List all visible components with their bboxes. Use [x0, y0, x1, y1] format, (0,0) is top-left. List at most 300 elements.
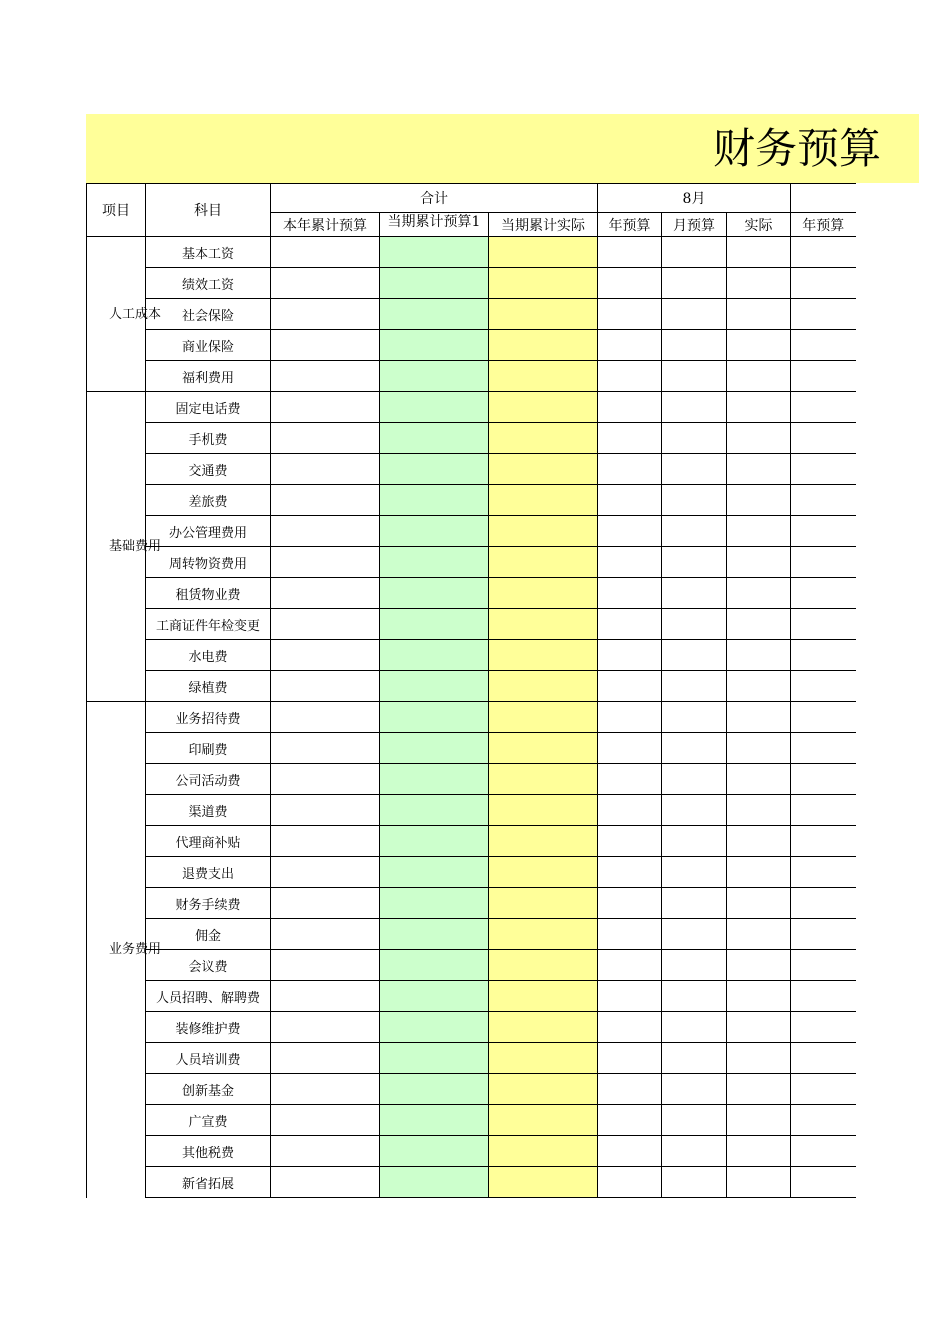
actual-cell[interactable]: [727, 1012, 791, 1043]
period-cum-actual-cell[interactable]: [489, 640, 598, 671]
month-budget-cell[interactable]: [662, 826, 727, 857]
category-label: 业务费用: [109, 942, 162, 958]
year-budget-cell[interactable]: [598, 950, 662, 981]
subject-cell: 印刷费: [146, 733, 271, 764]
year-cum-budget-cell[interactable]: [271, 1012, 380, 1043]
year-budget-cell[interactable]: [598, 888, 662, 919]
subject-cell: 周转物资费用: [146, 547, 271, 578]
year-cum-budget-cell[interactable]: [271, 981, 380, 1012]
subject-cell: 绩效工资: [146, 268, 271, 299]
period-cum-budget-cell[interactable]: [380, 981, 489, 1012]
year-budget-2-cell[interactable]: [791, 888, 856, 919]
table-row: [87, 826, 856, 857]
period-cum-budget-cell[interactable]: [380, 609, 489, 640]
year-budget-cell[interactable]: [598, 826, 662, 857]
year-budget-2-cell[interactable]: [791, 857, 856, 888]
year-budget-cell[interactable]: [598, 764, 662, 795]
period-cum-budget-cell[interactable]: [380, 454, 489, 485]
month-budget-cell[interactable]: [662, 609, 727, 640]
subject-cell: 新省拓展: [146, 1167, 271, 1198]
actual-cell[interactable]: [727, 950, 791, 981]
actual-cell[interactable]: [727, 795, 791, 826]
subject-cell: 绿植费: [146, 671, 271, 702]
month-budget-cell[interactable]: [662, 578, 727, 609]
year-budget-cell[interactable]: [598, 392, 662, 423]
period-cum-budget-cell[interactable]: [380, 392, 489, 423]
month-budget-cell[interactable]: [662, 516, 727, 547]
col-year-budget-2: 年预算: [791, 213, 856, 237]
year-budget-2-cell[interactable]: [791, 237, 856, 268]
year-budget-cell[interactable]: [598, 454, 662, 485]
year-budget-cell[interactable]: [598, 919, 662, 950]
year-budget-2-cell[interactable]: [791, 671, 856, 702]
year-cum-budget-cell[interactable]: [271, 826, 380, 857]
period-cum-actual-cell[interactable]: [489, 392, 598, 423]
year-budget-cell[interactable]: [598, 1012, 662, 1043]
actual-cell[interactable]: [727, 454, 791, 485]
year-budget-cell[interactable]: [598, 702, 662, 733]
col-month-budget: 月预算: [662, 213, 727, 237]
period-cum-actual-cell[interactable]: [489, 268, 598, 299]
table-row: [87, 981, 856, 1012]
year-budget-2-cell[interactable]: [791, 826, 856, 857]
actual-cell[interactable]: [727, 702, 791, 733]
table-row: [87, 1074, 856, 1105]
period-cum-budget-cell[interactable]: [380, 1043, 489, 1074]
year-cum-budget-cell[interactable]: [271, 702, 380, 733]
subject-cell: 装修维护费: [146, 1012, 271, 1043]
month-budget-cell[interactable]: [662, 857, 727, 888]
year-budget-2-cell[interactable]: [791, 268, 856, 299]
year-budget-2-cell[interactable]: [791, 392, 856, 423]
year-cum-budget-cell[interactable]: [271, 1105, 380, 1136]
period-cum-actual-cell[interactable]: [489, 516, 598, 547]
period-cum-budget-cell[interactable]: [380, 268, 489, 299]
year-budget-2-cell[interactable]: [791, 361, 856, 392]
subject-cell: 代理商补贴: [146, 826, 271, 857]
period-cum-budget-cell[interactable]: [380, 702, 489, 733]
year-cum-budget-cell[interactable]: [271, 237, 380, 268]
period-cum-actual-cell[interactable]: [489, 1074, 598, 1105]
category-label: 人工成本: [109, 306, 162, 322]
actual-cell[interactable]: [727, 764, 791, 795]
year-cum-budget-cell[interactable]: [271, 547, 380, 578]
header-row-1: [87, 184, 856, 213]
period-cum-actual-cell[interactable]: [489, 981, 598, 1012]
period-cum-actual-cell[interactable]: [489, 609, 598, 640]
month-budget-cell[interactable]: [662, 795, 727, 826]
period-cum-budget-cell[interactable]: [380, 299, 489, 330]
actual-cell[interactable]: [727, 857, 791, 888]
subject-cell: 基本工资: [146, 237, 271, 268]
year-budget-2-cell[interactable]: [791, 578, 856, 609]
year-budget-2-cell[interactable]: [791, 733, 856, 764]
actual-cell[interactable]: [727, 516, 791, 547]
month-budget-cell[interactable]: [662, 423, 727, 454]
period-cum-budget-cell[interactable]: [380, 361, 489, 392]
year-budget-cell[interactable]: [598, 299, 662, 330]
month-budget-cell[interactable]: [662, 299, 727, 330]
table-row: [87, 1012, 856, 1043]
year-budget-cell[interactable]: [598, 578, 662, 609]
year-budget-2-cell[interactable]: [791, 454, 856, 485]
year-budget-2-cell[interactable]: [791, 795, 856, 826]
year-budget-2-cell[interactable]: [791, 919, 856, 950]
col-period-cum-budget: [380, 213, 489, 237]
actual-cell[interactable]: [727, 640, 791, 671]
actual-cell[interactable]: [727, 361, 791, 392]
table-row: [87, 299, 856, 330]
header-month: 8月: [598, 184, 791, 213]
year-budget-cell[interactable]: [598, 1136, 662, 1167]
actual-cell[interactable]: [727, 671, 791, 702]
actual-cell[interactable]: [727, 268, 791, 299]
period-cum-actual-cell[interactable]: [489, 702, 598, 733]
table-row: [87, 764, 856, 795]
actual-cell[interactable]: [727, 1167, 791, 1198]
year-budget-2-cell[interactable]: [791, 1105, 856, 1136]
actual-cell[interactable]: [727, 826, 791, 857]
actual-cell[interactable]: [727, 1043, 791, 1074]
year-budget-cell[interactable]: [598, 516, 662, 547]
table-row: [87, 237, 856, 268]
year-cum-budget-cell[interactable]: [271, 330, 380, 361]
year-cum-budget-cell[interactable]: [271, 423, 380, 454]
table-row: [87, 485, 856, 516]
year-budget-2-cell[interactable]: [791, 981, 856, 1012]
category-cell: [87, 702, 162, 1198]
table-row: [87, 578, 856, 609]
year-budget-2-cell[interactable]: [791, 299, 856, 330]
year-budget-cell[interactable]: [598, 1105, 662, 1136]
sheet-title: 财务预算: [713, 124, 882, 173]
year-budget-cell[interactable]: [598, 733, 662, 764]
budget-table: [86, 183, 856, 1198]
period-cum-budget-cell[interactable]: [380, 423, 489, 454]
year-cum-budget-cell[interactable]: [271, 919, 380, 950]
period-cum-budget-cell[interactable]: [380, 485, 489, 516]
subject-cell: 水电费: [146, 640, 271, 671]
period-cum-actual-cell[interactable]: [489, 330, 598, 361]
month-budget-cell[interactable]: [662, 1167, 727, 1198]
period-cum-budget-cell[interactable]: [380, 547, 489, 578]
period-cum-budget-cell[interactable]: [380, 888, 489, 919]
month-budget-cell[interactable]: [662, 950, 727, 981]
subject-cell: 佣金: [146, 919, 271, 950]
subject-cell: 固定电话费: [146, 392, 271, 423]
period-cum-budget-cell[interactable]: [380, 950, 489, 981]
subject-cell: 业务招待费: [146, 702, 271, 733]
subject-cell: 人员招聘、解聘费: [146, 981, 271, 1012]
year-budget-cell[interactable]: [598, 361, 662, 392]
table-row: [87, 454, 856, 485]
actual-cell[interactable]: [727, 330, 791, 361]
year-cum-budget-cell[interactable]: [271, 950, 380, 981]
year-budget-2-cell[interactable]: [791, 950, 856, 981]
year-budget-2-cell[interactable]: [791, 330, 856, 361]
subject-cell: 工商证件年检变更: [146, 609, 271, 640]
period-cum-budget-cell[interactable]: [380, 330, 489, 361]
year-budget-cell[interactable]: [598, 795, 662, 826]
subject-cell: 福利费用: [146, 361, 271, 392]
period-cum-budget-cell[interactable]: [380, 237, 489, 268]
period-cum-actual-cell[interactable]: [489, 299, 598, 330]
year-cum-budget-cell[interactable]: [271, 609, 380, 640]
period-cum-actual-cell[interactable]: [489, 826, 598, 857]
header-subject: 科目: [146, 184, 271, 237]
table-row: [87, 423, 856, 454]
subject-cell: 其他税费: [146, 1136, 271, 1167]
actual-cell[interactable]: [727, 392, 791, 423]
year-cum-budget-cell[interactable]: [271, 764, 380, 795]
year-cum-budget-cell[interactable]: [271, 361, 380, 392]
year-cum-budget-cell[interactable]: [271, 640, 380, 671]
year-cum-budget-cell[interactable]: [271, 1074, 380, 1105]
period-cum-actual-cell[interactable]: [489, 485, 598, 516]
actual-cell[interactable]: [727, 237, 791, 268]
year-budget-cell[interactable]: [598, 1074, 662, 1105]
subject-cell: 交通费: [146, 454, 271, 485]
table-row: [87, 547, 856, 578]
year-cum-budget-cell[interactable]: [271, 733, 380, 764]
month-budget-cell[interactable]: [662, 392, 727, 423]
subject-cell: 商业保险: [146, 330, 271, 361]
year-budget-2-cell[interactable]: [791, 640, 856, 671]
year-budget-2-cell[interactable]: [791, 702, 856, 733]
table-row: [87, 1105, 856, 1136]
year-budget-cell[interactable]: [598, 981, 662, 1012]
year-cum-budget-cell[interactable]: [271, 578, 380, 609]
category-cell: [87, 392, 162, 702]
period-cum-actual-cell[interactable]: [489, 1136, 598, 1167]
month-budget-cell[interactable]: [662, 981, 727, 1012]
period-cum-budget-cell[interactable]: [380, 1136, 489, 1167]
table-row: [87, 1167, 856, 1198]
table-row: [87, 609, 856, 640]
year-budget-cell[interactable]: [598, 671, 662, 702]
table-row: [87, 795, 856, 826]
subject-cell: 办公管理费用: [146, 516, 271, 547]
actual-cell[interactable]: [727, 423, 791, 454]
month-budget-cell[interactable]: [662, 764, 727, 795]
year-cum-budget-cell[interactable]: [271, 268, 380, 299]
table-row: [87, 330, 856, 361]
table-row: [87, 361, 856, 392]
period-cum-actual-cell[interactable]: [489, 919, 598, 950]
month-budget-cell[interactable]: [662, 1012, 727, 1043]
year-cum-budget-cell[interactable]: [271, 392, 380, 423]
year-budget-cell[interactable]: [598, 1167, 662, 1198]
month-budget-cell[interactable]: [662, 237, 727, 268]
table-row: [87, 702, 856, 733]
year-cum-budget-cell[interactable]: [271, 454, 380, 485]
table-row: [87, 516, 856, 547]
year-budget-cell[interactable]: [598, 423, 662, 454]
month-budget-cell[interactable]: [662, 1043, 727, 1074]
year-budget-cell[interactable]: [598, 640, 662, 671]
year-budget-cell[interactable]: [598, 237, 662, 268]
header-total: 合计: [271, 184, 598, 213]
period-cum-budget-cell[interactable]: [380, 1012, 489, 1043]
year-cum-budget-cell[interactable]: [271, 299, 380, 330]
year-cum-budget-cell[interactable]: [271, 888, 380, 919]
month-budget-cell[interactable]: [662, 702, 727, 733]
period-cum-budget-cell[interactable]: [380, 826, 489, 857]
period-cum-actual-cell[interactable]: [489, 361, 598, 392]
year-budget-2-cell[interactable]: [791, 1167, 856, 1198]
header-next-month: [791, 184, 856, 213]
actual-cell[interactable]: [727, 1074, 791, 1105]
period-cum-budget-cell[interactable]: [380, 857, 489, 888]
period-cum-actual-cell[interactable]: [489, 950, 598, 981]
col-actual: 实际: [727, 213, 791, 237]
col-period-cum-actual: 当期累计实际: [489, 213, 598, 237]
col-period-cum-budget-label: 当期累计预算1: [387, 213, 481, 230]
table-row: [87, 888, 856, 919]
table-row: [87, 268, 856, 299]
year-budget-2-cell[interactable]: [791, 1012, 856, 1043]
month-budget-cell[interactable]: [662, 361, 727, 392]
subject-cell: 手机费: [146, 423, 271, 454]
month-budget-cell[interactable]: [662, 485, 727, 516]
period-cum-budget-cell[interactable]: [380, 671, 489, 702]
actual-cell[interactable]: [727, 888, 791, 919]
category-label: 基础费用: [109, 539, 162, 554]
subject-cell: 社会保险: [146, 299, 271, 330]
table-row: [87, 640, 856, 671]
year-budget-2-cell[interactable]: [791, 1136, 856, 1167]
table-row: [87, 857, 856, 888]
table-row: [87, 1043, 856, 1074]
period-cum-budget-cell[interactable]: [380, 733, 489, 764]
period-cum-actual-cell[interactable]: [489, 857, 598, 888]
subject-cell: 广宣费: [146, 1105, 271, 1136]
month-budget-cell[interactable]: [662, 547, 727, 578]
period-cum-actual-cell[interactable]: [489, 1105, 598, 1136]
year-budget-2-cell[interactable]: [791, 423, 856, 454]
period-cum-actual-cell[interactable]: [489, 454, 598, 485]
month-budget-cell[interactable]: [662, 888, 727, 919]
actual-cell[interactable]: [727, 299, 791, 330]
period-cum-actual-cell[interactable]: [489, 237, 598, 268]
period-cum-actual-cell[interactable]: [489, 764, 598, 795]
actual-cell[interactable]: [727, 547, 791, 578]
actual-cell[interactable]: [727, 485, 791, 516]
year-budget-2-cell[interactable]: [791, 1043, 856, 1074]
year-budget-2-cell[interactable]: [791, 609, 856, 640]
month-budget-cell[interactable]: [662, 1105, 727, 1136]
period-cum-budget-cell[interactable]: [380, 919, 489, 950]
year-budget-2-cell[interactable]: [791, 764, 856, 795]
year-cum-budget-cell[interactable]: [271, 795, 380, 826]
table-row: [87, 671, 856, 702]
table-row: [87, 733, 856, 764]
category-cell: [87, 237, 162, 392]
table-row: [87, 392, 856, 423]
table-row: [87, 919, 856, 950]
subject-cell: 公司活动费: [146, 764, 271, 795]
year-cum-budget-cell[interactable]: [271, 1043, 380, 1074]
col-year-cum-budget: 本年累计预算: [271, 213, 380, 237]
period-cum-budget-cell[interactable]: [380, 1105, 489, 1136]
period-cum-actual-cell[interactable]: [489, 1043, 598, 1074]
period-cum-budget-cell[interactable]: [380, 764, 489, 795]
year-cum-budget-cell[interactable]: [271, 857, 380, 888]
year-budget-cell[interactable]: [598, 268, 662, 299]
year-cum-budget-cell[interactable]: [271, 1167, 380, 1198]
month-budget-cell[interactable]: [662, 1074, 727, 1105]
subject-cell: 创新基金: [146, 1074, 271, 1105]
year-budget-2-cell[interactable]: [791, 547, 856, 578]
actual-cell[interactable]: [727, 609, 791, 640]
month-budget-cell[interactable]: [662, 671, 727, 702]
year-budget-2-cell[interactable]: [791, 485, 856, 516]
year-budget-cell[interactable]: [598, 1043, 662, 1074]
month-budget-cell[interactable]: [662, 268, 727, 299]
subject-cell: 财务手续费: [146, 888, 271, 919]
actual-cell[interactable]: [727, 733, 791, 764]
period-cum-budget-cell[interactable]: [380, 795, 489, 826]
year-budget-cell[interactable]: [598, 330, 662, 361]
period-cum-budget-cell[interactable]: [380, 1167, 489, 1198]
subject-cell: 人员培训费: [146, 1043, 271, 1074]
year-budget-cell[interactable]: [598, 609, 662, 640]
month-budget-cell[interactable]: [662, 640, 727, 671]
actual-cell[interactable]: [727, 919, 791, 950]
subject-cell: 渠道费: [146, 795, 271, 826]
subject-cell: 会议费: [146, 950, 271, 981]
month-budget-cell[interactable]: [662, 454, 727, 485]
month-budget-cell[interactable]: [662, 733, 727, 764]
period-cum-actual-cell[interactable]: [489, 733, 598, 764]
period-cum-budget-cell[interactable]: [380, 578, 489, 609]
year-cum-budget-cell[interactable]: [271, 516, 380, 547]
period-cum-budget-cell[interactable]: [380, 516, 489, 547]
period-cum-budget-cell[interactable]: [380, 640, 489, 671]
year-cum-budget-cell[interactable]: [271, 485, 380, 516]
actual-cell[interactable]: [727, 981, 791, 1012]
month-budget-cell[interactable]: [662, 330, 727, 361]
year-cum-budget-cell[interactable]: [271, 671, 380, 702]
year-budget-2-cell[interactable]: [791, 1074, 856, 1105]
year-budget-cell[interactable]: [598, 547, 662, 578]
period-cum-actual-cell[interactable]: [489, 888, 598, 919]
period-cum-actual-cell[interactable]: [489, 1167, 598, 1198]
period-cum-actual-cell[interactable]: [489, 1012, 598, 1043]
subject-cell: 差旅费: [146, 485, 271, 516]
month-budget-cell[interactable]: [662, 919, 727, 950]
actual-cell[interactable]: [727, 1136, 791, 1167]
period-cum-actual-cell[interactable]: [489, 795, 598, 826]
period-cum-actual-cell[interactable]: [489, 671, 598, 702]
month-budget-cell[interactable]: [662, 1136, 727, 1167]
year-budget-2-cell[interactable]: [791, 516, 856, 547]
actual-cell[interactable]: [727, 1105, 791, 1136]
period-cum-actual-cell[interactable]: [489, 578, 598, 609]
year-budget-cell[interactable]: [598, 857, 662, 888]
period-cum-budget-cell[interactable]: [380, 1074, 489, 1105]
actual-cell[interactable]: [727, 578, 791, 609]
period-cum-actual-cell[interactable]: [489, 547, 598, 578]
table-row: [87, 950, 856, 981]
header-item: 项目: [87, 184, 146, 237]
col-year-budget: 年预算: [598, 213, 662, 237]
table-row: [87, 1136, 856, 1167]
subject-cell: 租赁物业费: [146, 578, 271, 609]
year-cum-budget-cell[interactable]: [271, 1136, 380, 1167]
period-cum-actual-cell[interactable]: [489, 423, 598, 454]
year-budget-cell[interactable]: [598, 485, 662, 516]
